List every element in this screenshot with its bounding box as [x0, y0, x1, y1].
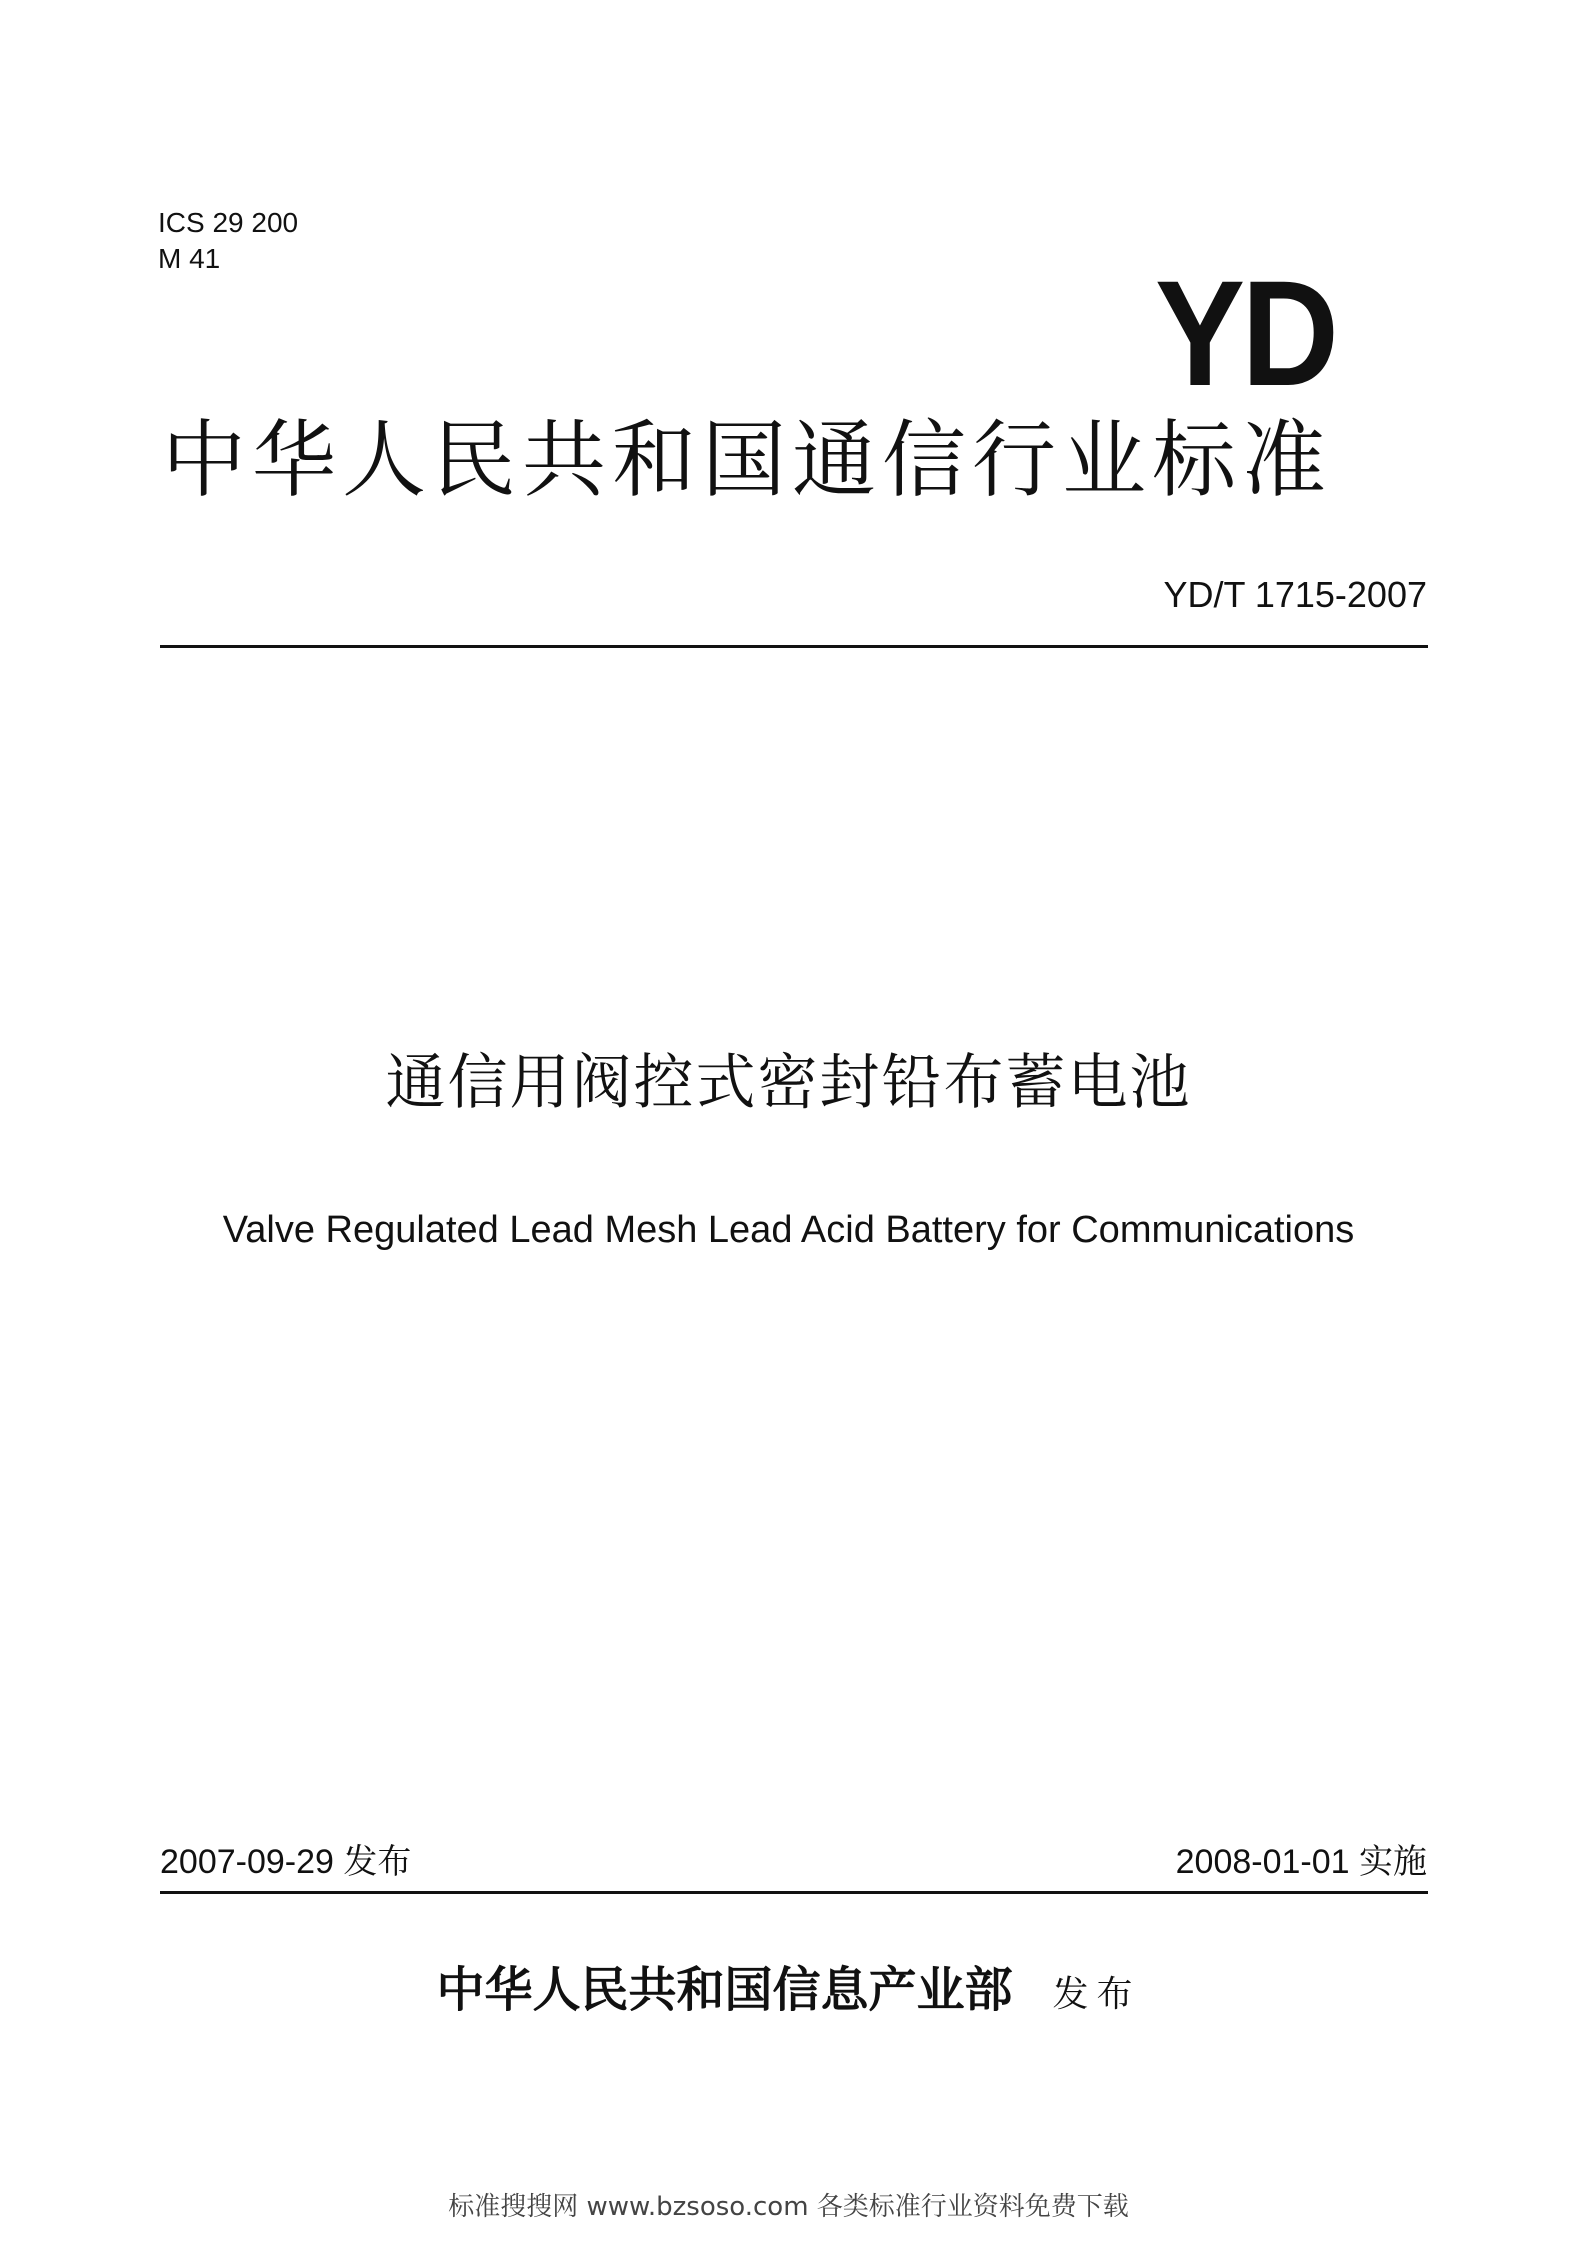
yd-logo: YD	[1155, 249, 1336, 417]
issue-date: 2007-09-29 发布	[160, 1843, 412, 1881]
classification-codes	[158, 205, 298, 277]
ccs-code: M 41	[158, 243, 221, 274]
standard-code: YD/T 1715-2007	[1163, 574, 1427, 615]
document-title-english: Valve Regulated Lead Mesh Lead Acid Battery for Communications	[222, 1209, 1355, 1251]
standard-title: 中华人民共和国通信行业标准	[162, 411, 1333, 509]
effective-date: 2008-01-01 实施	[1175, 1843, 1427, 1881]
ics-code: ICS 29 200	[158, 207, 299, 238]
publisher-line	[0, 1955, 1577, 2030]
document-title-chinese: 通信用阀控式密封铅布蓄电池	[385, 1048, 1192, 1118]
header-divider	[160, 645, 1428, 648]
footer-divider	[160, 1891, 1428, 1894]
watermark-footer: 标准搜搜网 www.bzsoso.com 各类标准行业资料免费下载	[448, 2192, 1129, 2222]
publisher-name: 中华人民共和国信息产业部	[436, 1962, 1013, 2018]
publisher-suffix: 发布	[1052, 1974, 1141, 2015]
